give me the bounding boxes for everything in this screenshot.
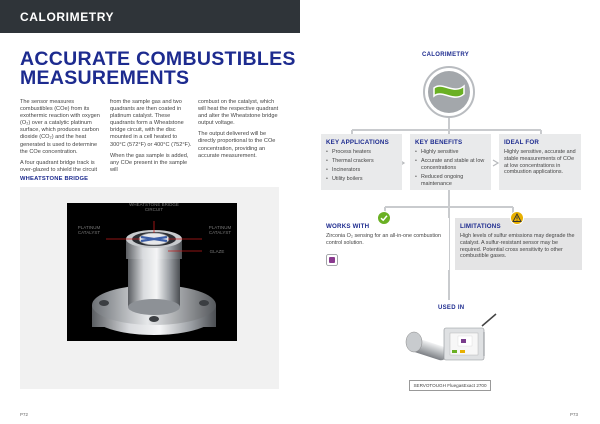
body-column-2 — [110, 99, 192, 178]
box-limitations — [455, 218, 582, 270]
wheatstone-sensor-illustration — [68, 195, 240, 372]
wheatstone-section-label: WHEATSTONE BRIDGE — [20, 176, 89, 182]
list-item: • Highly sensitive — [415, 149, 488, 156]
body-column-1 — [20, 99, 102, 178]
key-applications-list — [326, 149, 374, 185]
box-key-benefits-title: KEY BENEFITS — [415, 139, 463, 146]
body-paragraph: The sensor measures combustibles (COe) from its exothermic reaction with oxygen (O₂) over a catalytic platinum surface, which produces carbon dioxide (CO₂) and the heat generated is used to determine the COe concentration. — [20, 99, 100, 155]
body-paragraph: The output delivered will be directly proportional to the COe concentration, providing an accurate measurement. — [198, 131, 276, 159]
box-works-with — [321, 218, 449, 270]
body-paragraph: A four quadrant bridge track is over-glazed to shield the circuit — [20, 159, 98, 173]
page-title-line1: ACCURATE COMBUSTIBLES — [20, 48, 296, 70]
section-header-bar — [0, 0, 300, 33]
box-ideal-for-text: Highly sensitive, accurate and stable measurements of COe at low concentrations in combustion applications. — [504, 149, 576, 176]
box-key-applications — [321, 134, 402, 190]
calorimetry-icon — [432, 79, 466, 103]
label-glaze: GLAZE — [209, 249, 225, 254]
box-key-benefits — [410, 134, 491, 190]
warning-icon — [510, 211, 524, 225]
fluegasexact-analyzer-image — [400, 312, 500, 378]
body-paragraph: combust on the catalyst, which will heat the respective quadrant and alter the Wheatstone bridge output voltage. — [198, 99, 279, 127]
label-platinum-catalyst-right: PLATINUM CATALYST — [208, 225, 232, 236]
page-number-right: P73 — [570, 412, 579, 417]
box-key-applications-title: KEY APPLICATIONS — [326, 139, 389, 146]
section-header-title: CALORIMETRY — [20, 10, 115, 24]
body-paragraph: When the gas sample is added, any COe present in the sample will — [110, 152, 189, 173]
list-item: • Incinerators — [326, 167, 374, 174]
body-paragraph: from the sample gas and two quadrants are then coated in platinum catalyst. These quadrants form a Wheatstone bridge circuit, with the disc mounted in a cell heated to 300°C (572°F) or 400°C (752°F). — [110, 99, 192, 148]
list-item: • Utility boilers — [326, 176, 374, 183]
page-title-line2: MEASUREMENTS — [20, 67, 190, 89]
label-wheatstone-circuit: WHEATSTONE BRIDGE CIRCUIT — [129, 202, 179, 213]
box-works-with-title: WORKS WITH — [326, 223, 370, 230]
list-item: • Process heaters — [326, 149, 374, 156]
body-column-3 — [198, 99, 280, 164]
label-platinum-catalyst-left: PLATINUM CATALYST — [77, 225, 101, 236]
list-item: • Thermal crackers — [326, 158, 374, 165]
page-title — [20, 48, 296, 89]
box-limitations-text: High levels of sulfur emissions may degrade the catalyst. A sulfur-resistant sensor may be required. Potential cross sensitivity to other combustible gases. — [460, 233, 575, 260]
box-ideal-for-title: IDEAL FOR — [504, 139, 540, 146]
list-item: • Reduced ongoing maintenance — [415, 174, 488, 188]
page-number-left: P72 — [20, 412, 29, 417]
box-works-with-text: Zirconia O₂ sensing for an all-in-one combustion control solution. — [326, 233, 442, 246]
used-in-label: USED IN — [438, 305, 465, 311]
key-benefits-list — [415, 149, 488, 190]
box-ideal-for — [499, 134, 581, 190]
box-limitations-title: LIMITATIONS — [460, 223, 501, 230]
zirconia-sensor-icon — [326, 254, 338, 266]
check-icon — [377, 211, 391, 225]
list-item: • Accurate and stable at low concentrations — [415, 158, 488, 172]
product-caption: SERVOTOUGH FluegasExact 2700 — [409, 380, 491, 391]
diagram-top-label: CALORIMETRY — [422, 52, 470, 58]
